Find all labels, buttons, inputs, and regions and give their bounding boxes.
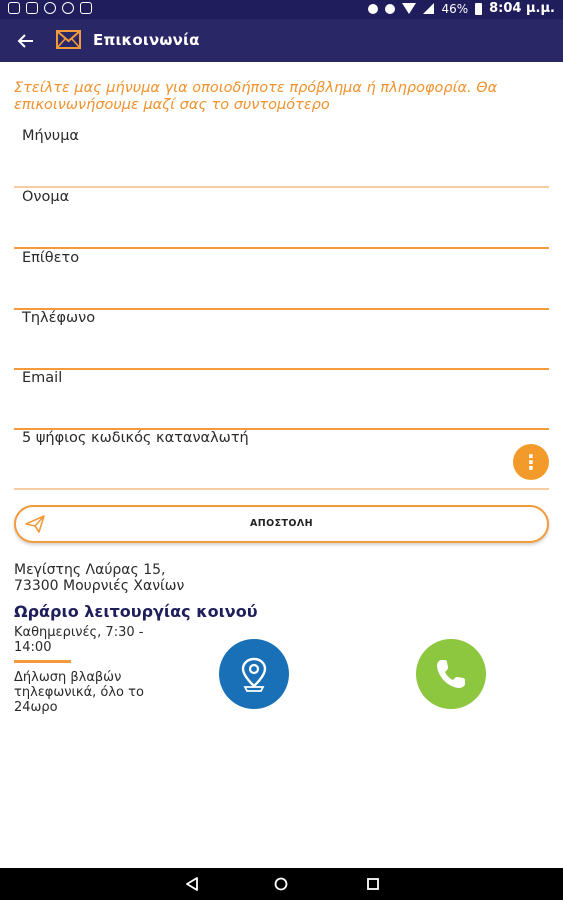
do-not-disturb-icon <box>385 4 395 14</box>
damage-report-text: Δήλωση βλαβών τηλεφωνικά, όλο το 24ωρο <box>14 670 144 715</box>
email-field[interactable] <box>14 370 549 430</box>
intro-text: Στείλτε μας μήνυμα για οποιοδήποτε πρόβλημα ή πληροφορία. Θα επικοινωνήσουμε μαζί σας το συντομότερο <box>14 80 498 113</box>
hours-title: Ωράριο λειτουργίας κοινού <box>14 602 258 621</box>
hours-text: Καθημερινές, 7:30 - 14:00 <box>14 625 144 655</box>
app-bar <box>0 19 563 62</box>
map-button[interactable] <box>219 639 289 709</box>
address-line2: 73300 Μουρνιές Χανίων <box>14 578 185 594</box>
message-field[interactable] <box>14 128 549 188</box>
navigation-bar <box>0 868 563 900</box>
address <box>14 562 184 594</box>
back-button[interactable] <box>14 29 38 53</box>
last-name-field[interactable] <box>14 250 549 310</box>
envelope-icon <box>56 29 81 50</box>
address-line1: Μεγίστης Λαύρας 15, <box>14 562 166 578</box>
wifi-icon <box>402 3 416 14</box>
nav-home-icon[interactable] <box>273 876 289 892</box>
divider <box>14 660 71 663</box>
clock: 8:04 μ.μ. <box>489 1 555 16</box>
first-name-label: Ονομα <box>22 189 70 205</box>
phone-icon <box>433 656 469 692</box>
arrow-left-icon <box>14 29 38 53</box>
page-title: Επικοινωνία <box>93 31 200 49</box>
call-button[interactable] <box>416 639 486 709</box>
nav-recent-icon[interactable] <box>365 876 381 892</box>
info-icon: ⋮ <box>521 450 541 474</box>
image-notification-icon <box>26 2 38 14</box>
whatsapp-notification-icon <box>62 2 74 14</box>
status-bar <box>0 0 563 19</box>
system-icons <box>368 1 555 16</box>
first-name-field[interactable] <box>14 189 549 249</box>
battery-percent: 46% <box>441 1 469 16</box>
app-notification-icon <box>44 2 56 14</box>
signal-icon <box>423 3 434 14</box>
info-button[interactable] <box>513 444 549 480</box>
notification-icons <box>8 2 92 14</box>
mail-notification-icon <box>8 2 20 14</box>
phone-field[interactable] <box>14 310 549 370</box>
nav-back-icon[interactable] <box>184 876 200 892</box>
message-label: Μήνυμα <box>22 128 79 144</box>
bluetooth-icon <box>368 4 378 14</box>
phone-label: Τηλέφωνο <box>22 310 96 326</box>
last-name-label: Επίθετο <box>22 250 80 266</box>
consumer-code-label: 5 ψήφιος κωδικός καταναλωτή <box>22 430 249 446</box>
location-pin-icon <box>236 656 272 692</box>
send-button[interactable] <box>14 505 549 543</box>
email-label: Email <box>22 370 63 386</box>
consumer-code-field[interactable] <box>14 430 549 490</box>
battery-icon <box>475 3 482 15</box>
calendar-notification-icon <box>80 2 92 14</box>
send-label: ΑΠΟΣΤΟΛΗ <box>250 518 313 529</box>
